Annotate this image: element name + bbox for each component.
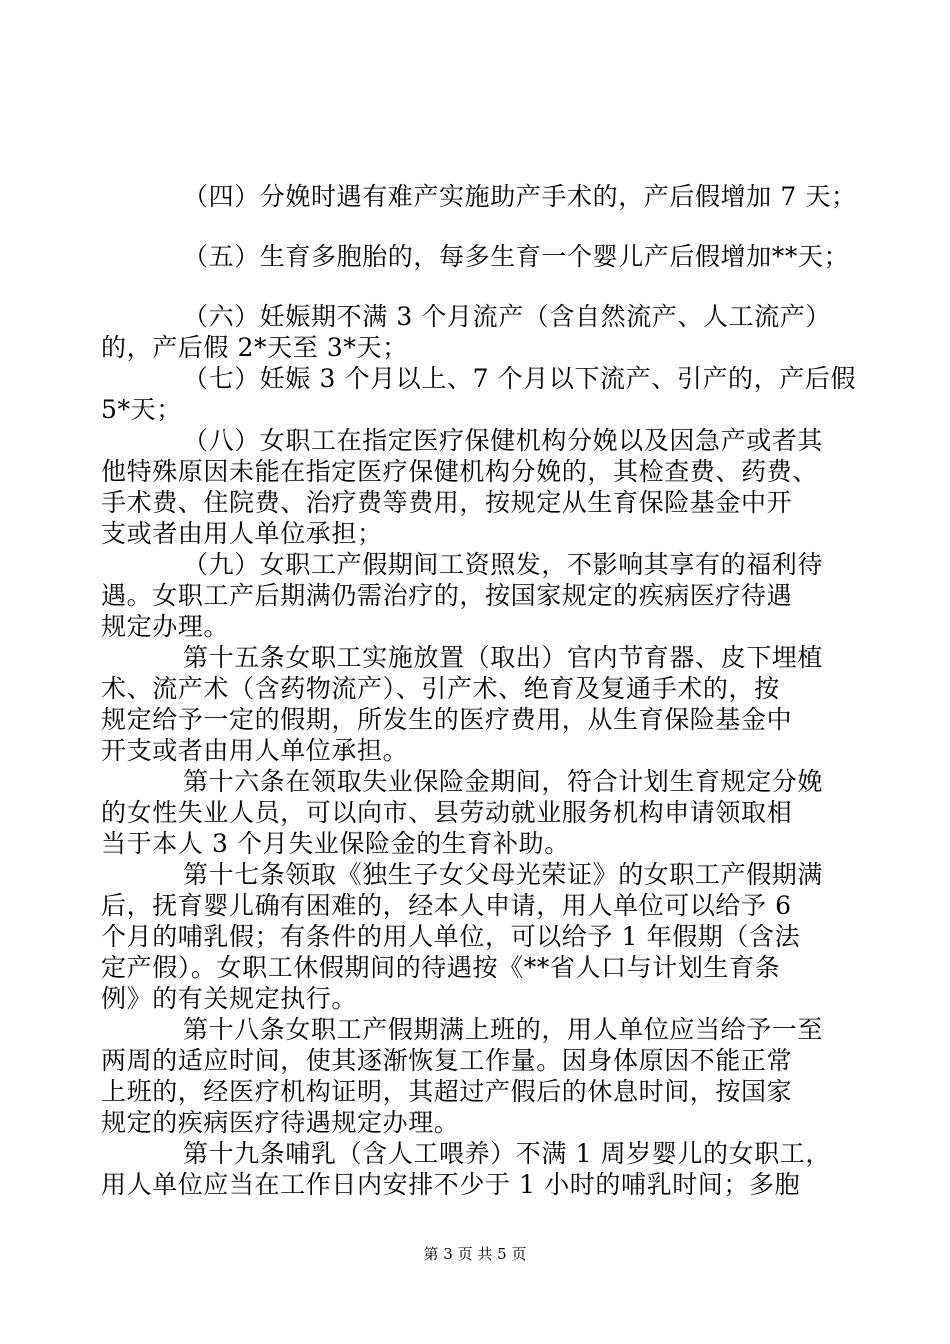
paragraph-line: （五）生育多胞胎的，每多生育一个婴儿产后假增加**天；: [183, 242, 850, 271]
paragraph-line: 开支或者由用人单位承担。: [101, 736, 409, 765]
paragraph-line: 的女性失业人员，可以向市、县劳动就业服务机构申请领取相: [101, 798, 793, 827]
paragraph-line: 他特殊原因未能在指定医疗保健机构分娩的，其检查费、药费、: [101, 457, 818, 486]
paragraph-line: 规定给予一定的假期，所发生的医疗费用，从生育保险基金中: [101, 705, 793, 734]
paragraph-line: 第十五条女职工实施放置（取出）官内节育器、皮下埋植: [183, 643, 824, 672]
paragraph-line: 的，产后假 2*天至 3*天；: [101, 333, 408, 362]
paragraph-line: 例》的有关规定执行。: [101, 984, 358, 1013]
paragraph-line: 第十七条领取《独生子女父母光荣证》的女职工产假期满: [183, 860, 824, 889]
paragraph-line: 第十六条在领取失业保险金期间，符合计划生育规定分娩: [183, 767, 824, 796]
paragraph-line: （六）妊娠期不满 3 个月流产（含自然流产、人工流产）: [183, 302, 832, 331]
paragraph-line: 后，抚育婴儿确有困难的，经本人申请，用人单位可以给予 6: [101, 891, 792, 920]
paragraph-line: （四）分娩时遇有难产实施助产手术的，产后假增加 7 天；: [183, 182, 857, 211]
paragraph-line: （八）女职工在指定医疗保健机构分娩以及因急产或者其: [183, 426, 824, 455]
paragraph-line: 遇。女职工产后期满仍需治疗的，按国家规定的疾病医疗待遇: [101, 581, 793, 610]
paragraph-line: 规定办理。: [101, 612, 230, 641]
paragraph-line: 定产假）。女职工休假期间的待遇按《**省人口与计划生育条: [101, 953, 781, 982]
page-footer: 第 3 页 共 5 页: [423, 1245, 527, 1263]
paragraph-line: 规定的疾病医疗待遇规定办理。: [101, 1108, 460, 1137]
paragraph-line: 两周的适应时间，使其逐渐恢复工作量。因身体原因不能正常: [101, 1046, 793, 1075]
paragraph-line: 5*天；: [101, 395, 182, 424]
paragraph-line: 当于本人 3 个月失业保险金的生育补助。: [101, 829, 570, 858]
paragraph-line: 用人单位应当在工作日内安排不少于 1 小时的哺乳时间；多胞: [101, 1170, 801, 1199]
paragraph-line: 手术费、住院费、治疗费等费用，按规定从生育保险基金中开: [101, 488, 793, 517]
paragraph-line: 支或者由用人单位承担；: [101, 519, 383, 548]
paragraph-line: （九）女职工产假期间工资照发，不影响其享有的福利待: [183, 550, 824, 579]
paragraph-line: 术、流产术（含药物流产）、引产术、绝育及复通手术的，按: [101, 674, 780, 703]
paragraph-line: 个月的哺乳假；有条件的用人单位，可以给予 1 年假期（含法: [101, 922, 801, 951]
paragraph-line: 上班的，经医疗机构证明，其超过产假后的休息时间，按国家: [101, 1077, 793, 1106]
paragraph-line: （七）妊娠 3 个月以上、7 个月以下流产、引产的，产后假: [183, 364, 857, 393]
paragraph-line: 第十九条哺乳（含人工喂养）不满 1 周岁婴儿的女职工，: [183, 1139, 832, 1168]
paragraph-line: 第十八条女职工产假期满上班的，用人单位应当给予一至: [183, 1015, 824, 1044]
